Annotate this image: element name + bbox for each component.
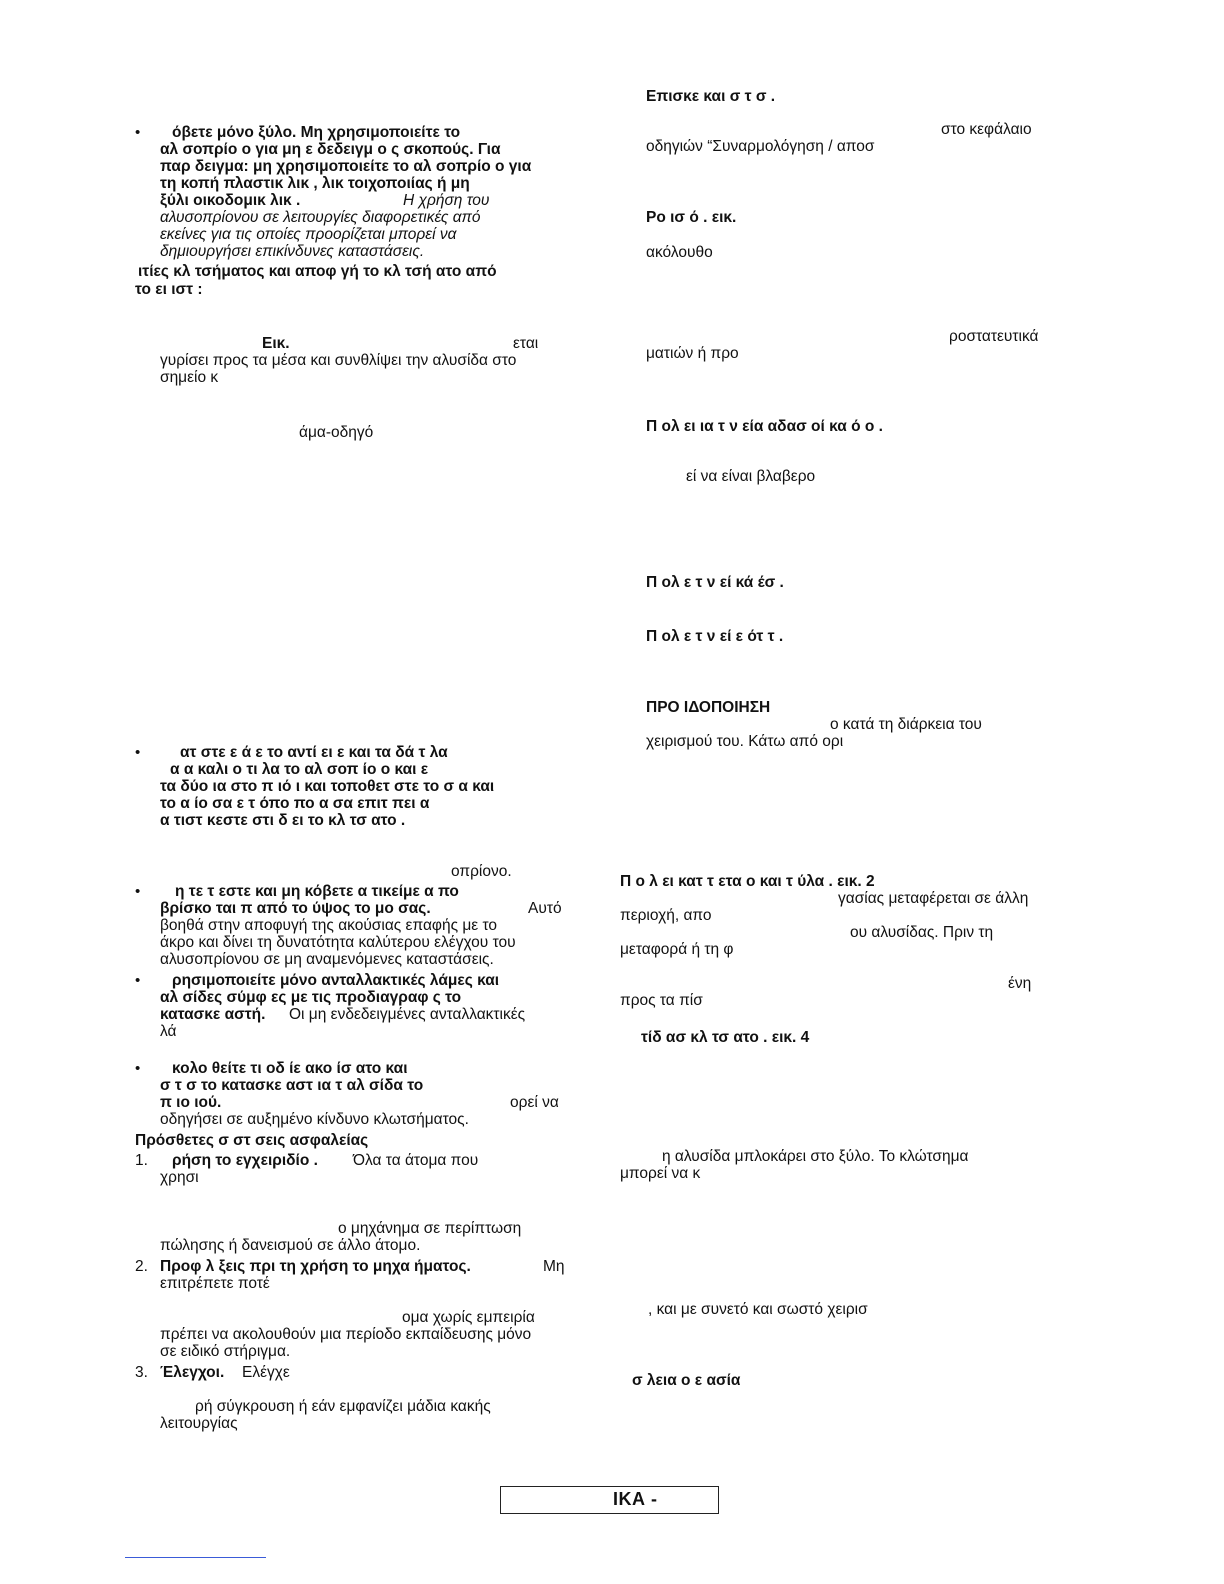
section-heading: Π ολ ε τ ν εί ε ότ τ . xyxy=(646,628,784,645)
text-line: ο μηχάνημα σε περίπτωση xyxy=(338,1220,522,1237)
text-line: ροστατευτικά xyxy=(949,328,1039,345)
text-line: πρέπει να ακολουθούν μια περίοδο εκπαίδευσης μόνο xyxy=(160,1326,532,1343)
text-line: δημιουργήσει επικίνδυνες καταστάσεις. xyxy=(160,243,425,260)
text-line: ομα χωρίς εμπειρία xyxy=(402,1309,535,1326)
text-line: ρησιμοποιείτε μόνο ανταλλακτικές λάμες και xyxy=(172,972,500,989)
text-line: π ιο ιού. xyxy=(160,1094,222,1111)
text-line: άμα-οδηγό xyxy=(299,424,374,441)
text-line: σε ειδικό στήριγμα. xyxy=(160,1343,291,1360)
text-line: η αλυσίδα μπλοκάρει στο ξύλο. Το κλώτσημα xyxy=(662,1148,969,1165)
text-line: χρησι xyxy=(160,1169,199,1186)
text-line: ρήση το εγχειριδίο . xyxy=(172,1152,318,1169)
text-line: λά xyxy=(160,1023,177,1040)
warning-heading: ΠΡΟ ΙΔΟΠΟΙΗΣΗ xyxy=(646,699,771,716)
text-line: λειτουργίας xyxy=(160,1415,238,1432)
text-line: εκείνες για τις οποίες προορίζεται μπορεί να xyxy=(160,226,457,243)
text-line: τα δύο ια στο π ιό ι και τοποθετ στε το σ α και xyxy=(160,778,495,795)
text-line: κατασκε αστή. xyxy=(160,1006,266,1023)
text-line: σημείο κ xyxy=(160,369,219,386)
text-line: άκρο και δίνει τη δυνατότητα καλύτερου ελέγχου του xyxy=(160,934,516,951)
section-heading: τίδ ασ κλ τσ ατο . εικ. 4 xyxy=(641,1029,810,1046)
section-heading: Π ολ ει ια τ ν εία αδασ οί κα ό ο . xyxy=(646,418,883,435)
text-line: αλ σίδες σύμφ ες με τις προδιαγραφ ς το xyxy=(160,989,462,1006)
text-line: ορεί να xyxy=(510,1094,559,1111)
text-line: Αυτό xyxy=(528,900,562,917)
bullet-dot: • xyxy=(135,744,141,761)
text-line: ένη xyxy=(1008,975,1032,992)
text-line: κολο θείτε τι οδ ίε ακο ίσ ατο και xyxy=(172,1060,408,1077)
text-line: προς τα πίσ xyxy=(620,992,703,1009)
text-line: οδηγήσει σε αυξημένο κίνδυνο κλωτσήματος. xyxy=(160,1111,469,1128)
text-line: αλ σοπρίο ο για μη ε δεδειγμ ο ς σκοπούς. Για xyxy=(160,141,501,158)
text-line: Η χρήση του xyxy=(403,192,490,209)
text-line: α α καλι ο τι λα το αλ σοπ ίο ο και ε xyxy=(170,761,429,778)
section-heading: ιτίες κλ τσήματος και αποφ γή το κλ τσή ατο από xyxy=(138,263,497,280)
text-line: εί να είναι βλαβερο xyxy=(686,468,816,485)
text-line: Όλα τα άτομα που xyxy=(353,1152,479,1169)
text-line: σ τ σ το κατασκε αστ ια τ αλ σίδα το xyxy=(160,1077,424,1094)
page-footer-box xyxy=(500,1486,719,1514)
list-number: 1. xyxy=(135,1152,148,1169)
text-line: γασίας μεταφέρεται σε άλλη xyxy=(838,890,1029,907)
bullet-dot: • xyxy=(135,972,141,989)
bullet-dot: • xyxy=(135,883,141,900)
text-line: παρ δειγμα: μη χρησιμοποιείτε το αλ σοπρίο ο για xyxy=(160,158,532,175)
text-line: πώλησης ή δανεισμού σε άλλο άτομο. xyxy=(160,1237,421,1254)
text-line: το α ίο σα ε τ όπο πο α σα επιτ πει α xyxy=(160,795,430,812)
section-heading: σ λεια ο ε ασία xyxy=(632,1372,741,1389)
text-line: ο κατά τη διάρκεια του xyxy=(830,716,982,733)
text-line: , και με συνετό και σωστό χειρισ xyxy=(648,1301,868,1318)
text-line: ρή σύγκρουση ή εάν εμφανίζει μάδια κακής xyxy=(195,1398,491,1415)
text-line: ακόλουθο xyxy=(646,244,713,261)
section-heading: Πρόσθετες σ στ σεις ασφαλείας xyxy=(135,1132,369,1149)
text-line: επιτρέπετε ποτέ xyxy=(160,1275,270,1292)
text-line: Οι μη ενδεδειγμένες ανταλλακτικές xyxy=(289,1006,526,1023)
text-line: ατ στε ε ά ε το αντί ει ε και τα δά τ λα xyxy=(180,744,448,761)
text-line: όβετε μόνο ξύλο. Μη χρησιμοποιείτε το xyxy=(172,124,461,141)
text-line: α τιστ κεστε στι δ ει το κλ τσ ατο . xyxy=(160,812,406,829)
section-heading: Επισκε και σ τ σ . xyxy=(646,88,776,105)
text-line: μπορεί να κ xyxy=(620,1165,701,1182)
text-line: μεταφορά ή τη φ xyxy=(620,941,734,958)
list-number: 2. xyxy=(135,1258,148,1275)
text-line: βοηθά στην αποφυγή της ακούσιας επαφής με το xyxy=(160,917,498,934)
text-line: γυρίσει προς τα μέσα και συνθλίψει την αλυσίδα στο xyxy=(160,352,517,369)
text-line: Προφ λ ξεις πρι τη χρήση το μηχα ήματος. xyxy=(160,1258,471,1275)
section-heading: Π ο λ ει κατ τ ετα ο και τ ύλα . εικ. 2 xyxy=(620,873,875,890)
text-line: χειρισμού του. Κάτω από ορι xyxy=(646,733,844,750)
section-heading: Π ολ ε τ ν εί κά έσ . xyxy=(646,574,784,591)
text-line: οδηγιών “Συναρμολόγηση / αποσ xyxy=(646,138,875,155)
bullet-dot: • xyxy=(135,124,141,141)
text-line: οπρίονο. xyxy=(451,863,512,880)
text-line: η τε τ εστε και μη κόβετε α τικείμε α πο xyxy=(175,883,459,900)
text-line: αλυσοπρίονου σε λειτουργίες διαφορετικές από xyxy=(160,209,481,226)
text-line: Εικ. xyxy=(262,335,290,352)
section-heading: Ρο ισ ό . εικ. xyxy=(646,209,737,226)
text-line: ου αλυσίδας. Πριν τη xyxy=(850,924,994,941)
text-line: Μη xyxy=(543,1258,565,1275)
text-line: στο κεφάλαιο xyxy=(941,121,1032,138)
text-line: ξύλι οικοδομικ λικ . xyxy=(160,192,301,209)
list-number: 3. xyxy=(135,1364,148,1381)
section-heading: το ει ιστ : xyxy=(135,281,203,298)
text-line: τη κοπή πλαστικ λικ , λικ τοιχοποιίας ή μη xyxy=(160,175,470,192)
text-line: περιοχή, απο xyxy=(620,907,712,924)
text-line: βρίσκο ται π από το ύψος το μο σας. xyxy=(160,900,431,917)
text-line: Ελέγχε xyxy=(242,1364,290,1381)
text-line: εται xyxy=(513,335,539,352)
text-line: Έλεγχοι. xyxy=(160,1364,225,1381)
text-line: αλυσοπρίονου σε μη αναμενόμενες καταστάσεις. xyxy=(160,951,494,968)
bullet-dot: • xyxy=(135,1060,141,1077)
footer-link-underline xyxy=(125,1557,266,1558)
page-footer-label: ΙΚΑ - xyxy=(613,1489,658,1509)
text-line: ματιών ή προ xyxy=(646,345,739,362)
